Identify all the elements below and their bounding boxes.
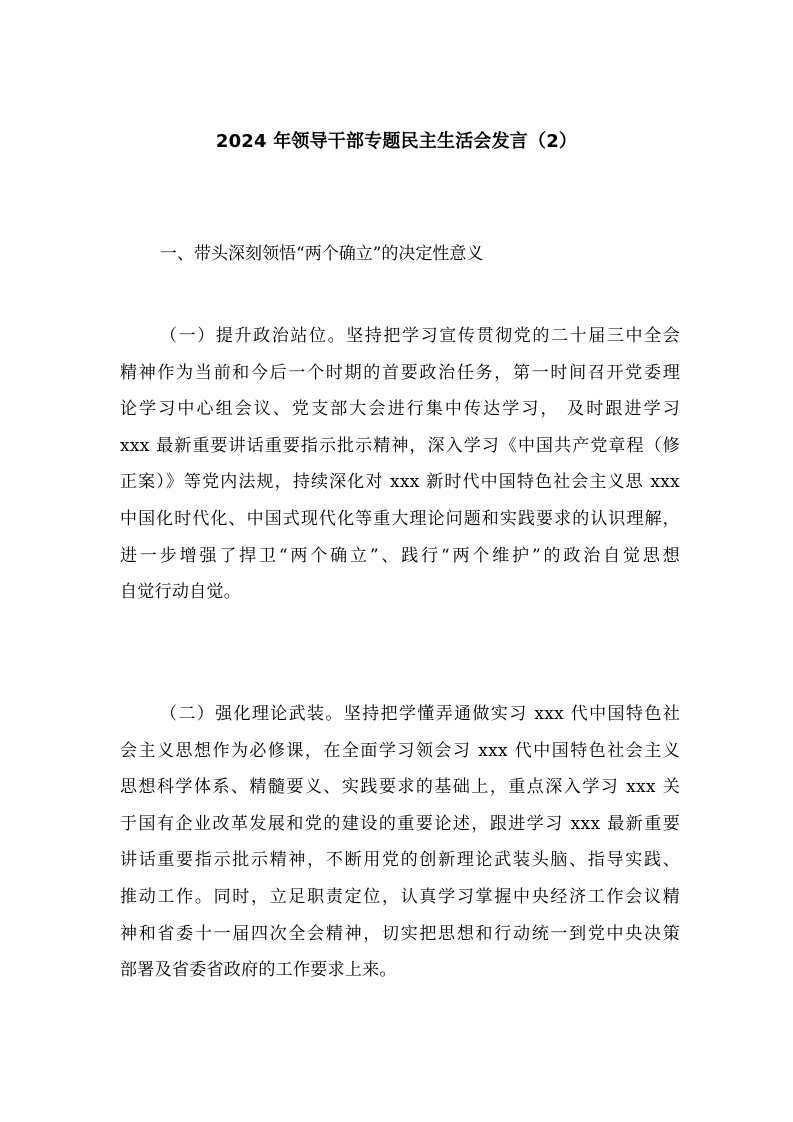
paragraph-line: 讲话重要指示批示精神，不断用党的创新理论武装头脑、指导实践、 xyxy=(120,850,680,871)
paragraph-1 xyxy=(120,318,680,611)
paragraph-line: 论学习中心组会议、党支部大会进行集中传达学习， 及时跟进学习 xyxy=(120,399,680,420)
paragraph-line: 会主义思想作为必修课，在全面学习领会习 xxx 代中国特色社会主义 xyxy=(120,740,680,761)
paragraph-line: 神和省委十一届四次全会精神，切实把思想和行动统一到党中央决策 xyxy=(120,923,680,944)
document-title: 2024 年领导干部专题民主生活会发言（2） xyxy=(215,131,578,152)
paragraph-2 xyxy=(120,696,680,989)
paragraph-line: 推动工作。同时，立足职责定位，认真学习掌握中央经济工作会议精 xyxy=(120,886,680,907)
paragraph-line: 中国化时代化、中国式现代化等重大理论问题和实践要求的认识理解， xyxy=(120,508,680,529)
paragraph-line: xxx 最新重要讲话重要指示批示精神，深入学习《中国共产党章程（修 xyxy=(120,435,680,456)
section-heading: 一、带头深刻领悟“两个确立”的决定性意义 xyxy=(160,244,484,264)
paragraph-line: 思想科学体系、精髓要义、实践要求的基础上，重点深入学习 xxx 关 xyxy=(120,777,680,798)
paragraph-line: 进一步增强了捍卫“两个确立”、践行“两个维护”的政治自觉思想 xyxy=(120,545,680,566)
paragraph-line: （二）强化理论武装。坚持把学懂弄通做实习 xxx 代中国特色社 xyxy=(160,704,680,724)
paragraph-line: 于国有企业改革发展和党的建设的重要论述，跟进学习 xxx 最新重要 xyxy=(120,813,680,834)
paragraph-line: 部署及省委省政府的工作要求上来。 xyxy=(120,960,397,981)
paragraph-line: 正案）》等党内法规，持续深化对 xxx 新时代中国特色社会主义思 xxx xyxy=(120,472,680,493)
paragraph-line: 自觉行动自觉。 xyxy=(120,582,242,603)
paragraph-line: （一）提升政治站位。坚持把学习宣传贯彻党的二十届三中全会 xyxy=(160,326,680,346)
paragraph-line: 精神作为当前和今后一个时期的首要政治任务，第一时间召开党委理 xyxy=(120,362,680,383)
